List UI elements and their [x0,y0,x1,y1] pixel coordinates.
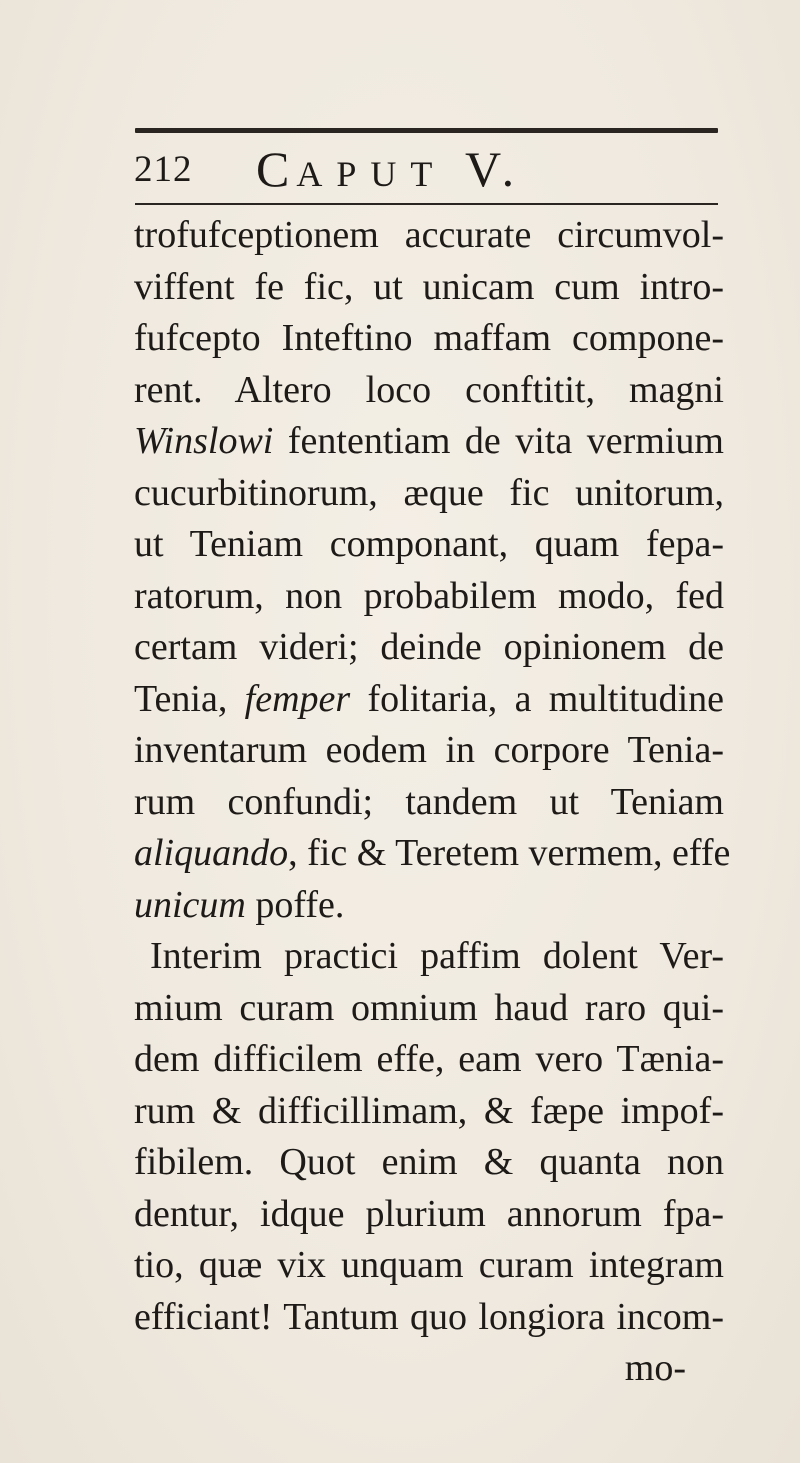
text-line-20: dentur, idque plurium annorum fpa- [134,1192,724,1235]
text-line-18: rum & difficillimam, & fæpe impof- [134,1089,724,1132]
body-text [134,210,731,1395]
text-line-7: ut Teniam componant, quam fepa- [134,523,724,565]
italic-name-winslowi: Winslowi [134,420,274,462]
text-line-16: mium curam omnium haud raro qui- [134,986,724,1029]
text-line-1: trofufceptionem accurate circumvol- [134,214,724,256]
text-line-21: tio, quæ vix unquam curam integram [134,1244,724,1286]
chapter-title-numeral: V. [464,141,522,197]
chapter-title [256,140,521,198]
italic-word-semper: femper [244,677,351,720]
text-line-17: dem difficilem effe, eam vero Tænia- [134,1038,724,1080]
text-line-2: viffent fe fic, ut unicam cum intro- [134,265,724,308]
text-line-13: aliquando, fic & Teretem vermem, effe [134,832,731,874]
text-line-12: rum confundi; tandem ut Teniam [134,780,724,823]
text-line-11: inventarum eodem in corpore Tenia- [134,729,724,771]
page-number: 212 [134,149,193,190]
header-top-rule [135,128,718,133]
running-header [134,140,734,195]
text-line-5: Winslowi fententiam de vita vermium [134,420,724,462]
text-line-19: fibilem. Quot enim & quanta non [134,1141,724,1183]
text-line-6: cucurbitinorum, æque fic unitorum, [134,471,724,514]
text-line-22: efficiant! Tantum quo longiora incom- [134,1295,724,1338]
text-line-4: rent. Altero loco conftitit, magni [134,368,724,411]
italic-word-unicum: unicum [134,883,246,926]
header-bottom-rule [135,203,718,205]
text-line-15: Interim practici paffim dolent Ver- [150,935,724,977]
text-line-14: unicum poffe. [134,883,345,926]
text-line-10: Tenia, femper folitaria, a multitudine [134,677,724,720]
text-line-3: fufcepto Inteftino maffam compone- [134,317,724,359]
text-line-9: certam videri; deinde opinionem de [134,626,724,668]
catchword: mo- [624,1347,686,1389]
italic-word-aliquando: aliquando [134,832,289,874]
chapter-title-rest: APUT [296,154,447,194]
text-line-8: ratorum, non probabilem modo, fed [134,574,724,617]
chapter-title-initial: C [256,141,297,197]
